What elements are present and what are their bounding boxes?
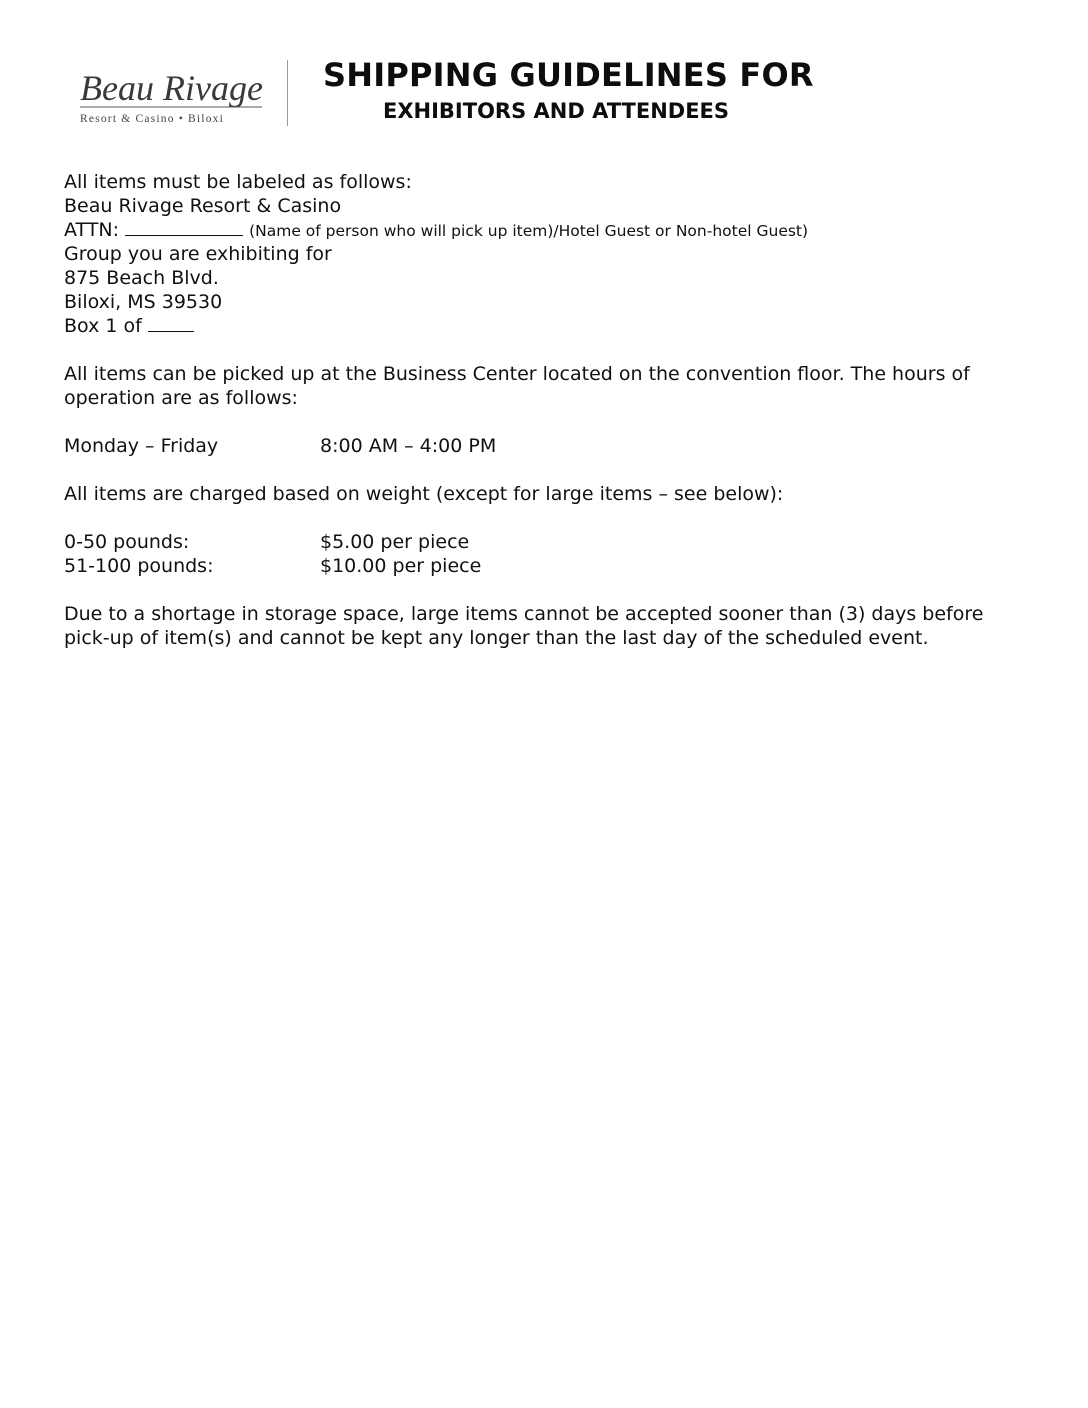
hours-row	[64, 434, 1024, 458]
label-line-box	[64, 314, 1024, 338]
label-line-address: 875 Beach Blvd.	[64, 267, 219, 289]
charge-weight: 0-50 pounds:	[64, 531, 190, 553]
attn-blank	[125, 218, 243, 236]
attn-note: (Name of person who will pick up item)/Hotel Guest or Non-hotel Guest)	[249, 222, 809, 240]
charge-price: $5.00 per piece	[320, 531, 470, 553]
storage-notice: Due to a shortage in storage space, large items cannot be accepted sooner than (3) days before pick-up of item(s) and cannot be kept any longer than the last day of the scheduled event.	[64, 603, 984, 649]
box-prefix: Box 1 of	[64, 315, 142, 337]
hours-days: Monday – Friday	[64, 435, 219, 457]
logo-tagline: Resort & Casino • Biloxi	[80, 113, 224, 125]
charge-row	[64, 530, 1024, 554]
label-intro: All items must be labeled as follows:	[64, 171, 412, 193]
logo-script-text: Beau Rivage	[80, 68, 263, 108]
page-subtitle: EXHIBITORS AND ATTENDEES	[383, 99, 730, 123]
charges-intro: All items are charged based on weight (except for large items – see below):	[64, 483, 784, 505]
attn-prefix: ATTN:	[64, 219, 120, 241]
document-body	[64, 170, 1024, 650]
pickup-paragraph: All items can be picked up at the Business Center located on the convention floor. The hours of operation are as follows:	[64, 363, 970, 409]
label-line-attn	[64, 218, 1024, 242]
box-blank	[148, 314, 194, 332]
label-line-group: Group you are exhibiting for	[64, 243, 332, 265]
charge-row	[64, 554, 1024, 578]
label-line-resort: Beau Rivage Resort & Casino	[64, 195, 342, 217]
charge-price: $10.00 per piece	[320, 555, 482, 577]
charge-weight: 51-100 pounds:	[64, 555, 214, 577]
beau-rivage-logo	[76, 66, 266, 130]
label-line-city: Biloxi, MS 39530	[64, 291, 223, 313]
header-divider	[287, 60, 288, 126]
page-title: SHIPPING GUIDELINES FOR	[323, 56, 814, 94]
hours-times: 8:00 AM – 4:00 PM	[320, 435, 497, 457]
